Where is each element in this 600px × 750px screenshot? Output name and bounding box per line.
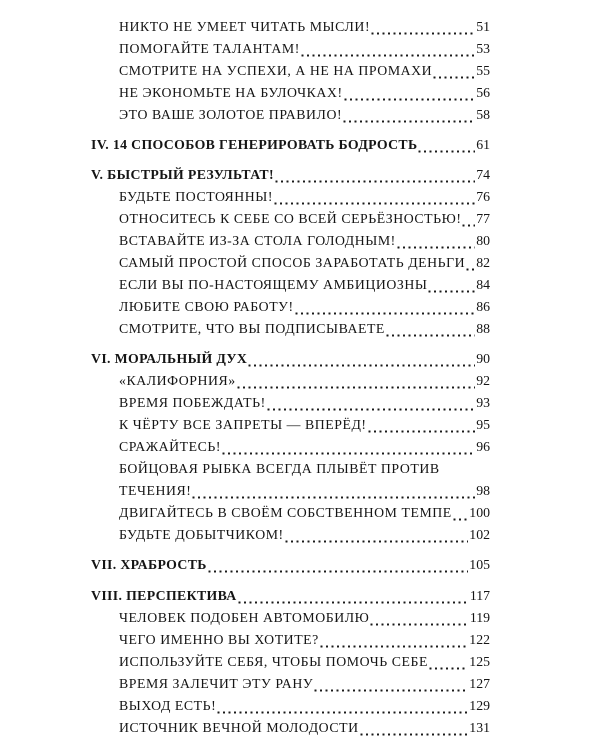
dot-leader — [386, 334, 475, 340]
toc-entry — [119, 651, 490, 673]
toc-entry — [119, 673, 490, 695]
toc-entry-page: 122 — [469, 632, 490, 647]
toc-entry-title: ЧЕГО ИМЕННО ВЫ ХОТИТЕ? — [119, 632, 319, 647]
toc-entry — [119, 252, 490, 274]
toc-entry — [119, 436, 490, 458]
toc-entry — [119, 38, 490, 60]
dot-leader — [418, 150, 475, 156]
toc-entry-page: 102 — [469, 527, 490, 542]
toc-chapter — [91, 554, 490, 576]
toc-entry-title: СМОТРИТЕ, ЧТО ВЫ ПОДПИСЫВАЕТЕ — [119, 321, 385, 336]
toc-entry-title: ВЫХОД ЕСТЬ! — [119, 698, 217, 713]
toc-entry — [119, 717, 490, 739]
toc-entry-page: 84 — [476, 277, 490, 292]
toc-entry-title: ЭТО ВАШЕ ЗОЛОТОЕ ПРАВИЛО! — [119, 107, 343, 122]
toc-entry-title: БУДЬТЕ ПОСТОЯННЫ! — [119, 189, 274, 204]
toc-chapter — [91, 134, 490, 156]
toc-entry-title-line1: БОЙЦОВАЯ РЫБКА ВСЕГДА ПЛЫВЁТ ПРОТИВ — [119, 461, 440, 476]
toc-chapter — [91, 164, 490, 186]
toc-entry-title: ОТНОСИТЕСЬ К СЕБЕ СО ВСЕЙ СЕРЬЁЗНОСТЬЮ! — [119, 211, 462, 226]
toc-entry-title: ИСПОЛЬЗУЙТЕ СЕБЯ, ЧТОБЫ ПОМОЧЬ СЕБЕ — [119, 654, 428, 669]
toc-entry-title: ВРЕМЯ ЗАЛЕЧИТ ЭТУ РАНУ — [119, 676, 314, 691]
toc-chapter-title: VII. ХРАБРОСТЬ — [91, 557, 207, 572]
toc-entry-title: ЧЕЛОВЕК ПОДОБЕН АВТОМОБИЛЮ — [119, 610, 370, 625]
toc-entry-page: 86 — [476, 299, 490, 314]
toc-entry-title: БУДЬТЕ ДОБЫТЧИКОМ! — [119, 527, 284, 542]
toc-entry-page: 127 — [469, 676, 490, 691]
toc-entry-page: 131 — [469, 720, 490, 735]
toc-entry — [119, 274, 490, 296]
toc-entry-title: «КАЛИФОРНИЯ» — [119, 373, 236, 388]
toc-entry-page: 82 — [476, 255, 490, 270]
toc-entry — [119, 502, 490, 524]
toc-chapter — [91, 585, 490, 607]
toc-entry-page: 92 — [476, 373, 490, 388]
toc-entry — [119, 60, 490, 82]
toc-entry-title: НИКТО НЕ УМЕЕТ ЧИТАТЬ МЫСЛИ! — [119, 19, 371, 34]
toc-entry — [119, 607, 490, 629]
toc-entry-title: ВРЕМЯ ПОБЕЖДАТЬ! — [119, 395, 266, 410]
toc-entry-title: СМОТРИТЕ НА УСПЕХИ, А НЕ НА ПРОМАХИ — [119, 63, 433, 78]
toc-entry-page: 51 — [476, 19, 490, 34]
toc-chapter-title: VIII. ПЕРСПЕКТИВА — [91, 588, 237, 603]
toc-entry-page: 88 — [476, 321, 490, 336]
toc-chapter — [91, 348, 490, 370]
toc-entry — [119, 370, 490, 392]
toc-entry — [119, 458, 490, 502]
toc-chapter-title: V. БЫСТРЫЙ РЕЗУЛЬТАТ! — [91, 167, 274, 182]
toc-entry-page: 95 — [476, 417, 490, 432]
toc-entry-title: СРАЖАЙТЕСЬ! — [119, 439, 221, 454]
dot-leader — [360, 733, 469, 739]
toc-entry-title: ВСТАВАЙТЕ ИЗ-ЗА СТОЛА ГОЛОДНЫМ! — [119, 233, 396, 248]
toc-chapter-page: 90 — [476, 351, 490, 366]
toc-entry-page: 77 — [476, 211, 490, 226]
toc-entry-title: ЛЮБИТЕ СВОЮ РАБОТУ! — [119, 299, 294, 314]
toc-entry-title: ЕСЛИ ВЫ ПО-НАСТОЯЩЕМУ АМБИЦИОЗНЫ — [119, 277, 428, 292]
toc-entry-page: 129 — [469, 698, 490, 713]
toc-entry-page: 100 — [469, 505, 490, 520]
toc-entry-page: 76 — [476, 189, 490, 204]
toc-entry-title: ИСТОЧНИК ВЕЧНОЙ МОЛОДОСТИ — [119, 720, 359, 735]
toc-entry — [119, 414, 490, 436]
toc-entry — [119, 16, 490, 38]
toc-entry — [119, 296, 490, 318]
toc-entry-page: 58 — [476, 107, 490, 122]
toc-entry — [119, 318, 490, 340]
dot-leader — [343, 120, 475, 126]
toc-chapter-title: IV. 14 СПОСОБОВ ГЕНЕРИРОВАТЬ БОДРОСТЬ — [91, 137, 418, 152]
toc-entry — [119, 104, 490, 126]
toc-entry-title: ПОМОГАЙТЕ ТАЛАНТАМ! — [119, 41, 300, 56]
toc-entry-page: 80 — [476, 233, 490, 248]
dot-leader — [208, 570, 469, 576]
toc-entry — [119, 230, 490, 252]
toc-entry-page: 119 — [469, 610, 490, 625]
toc-entry-page: 98 — [476, 483, 490, 498]
toc-entry — [119, 82, 490, 104]
toc-chapter-page: 105 — [469, 557, 490, 572]
dot-leader — [285, 540, 469, 546]
toc-entry-page: 55 — [476, 63, 490, 78]
toc-entry — [119, 208, 490, 230]
toc-entry-title: ДВИГАЙТЕСЬ В СВОЁМ СОБСТВЕННОМ ТЕМПЕ — [119, 505, 452, 520]
toc-entry-page: 96 — [476, 439, 490, 454]
toc-chapter-title: VI. МОРАЛЬНЫЙ ДУХ — [91, 351, 248, 366]
toc-entry-page: 53 — [476, 41, 490, 56]
toc-entry — [119, 524, 490, 546]
toc-entry-page: 56 — [476, 85, 490, 100]
toc-chapter-page: 117 — [469, 588, 490, 603]
toc-entry — [119, 695, 490, 717]
toc-entry-title: НЕ ЭКОНОМЬТЕ НА БУЛОЧКАХ! — [119, 85, 343, 100]
toc-chapter-page: 74 — [476, 167, 490, 182]
toc-entry-page: 93 — [476, 395, 490, 410]
toc-entry-title: САМЫЙ ПРОСТОЙ СПОСОБ ЗАРАБОТАТЬ ДЕНЬГИ — [119, 255, 466, 270]
toc-chapter-page: 61 — [476, 137, 490, 152]
toc-entry-title: К ЧЁРТУ ВСЕ ЗАПРЕТЫ — ВПЕРЁД! — [119, 417, 367, 432]
toc-entry-title-line2: ТЕЧЕНИЯ! — [119, 483, 192, 498]
toc-entry — [119, 629, 490, 651]
toc-entry-page: 125 — [469, 654, 490, 669]
toc-entry — [119, 186, 490, 208]
toc-entry — [119, 392, 490, 414]
